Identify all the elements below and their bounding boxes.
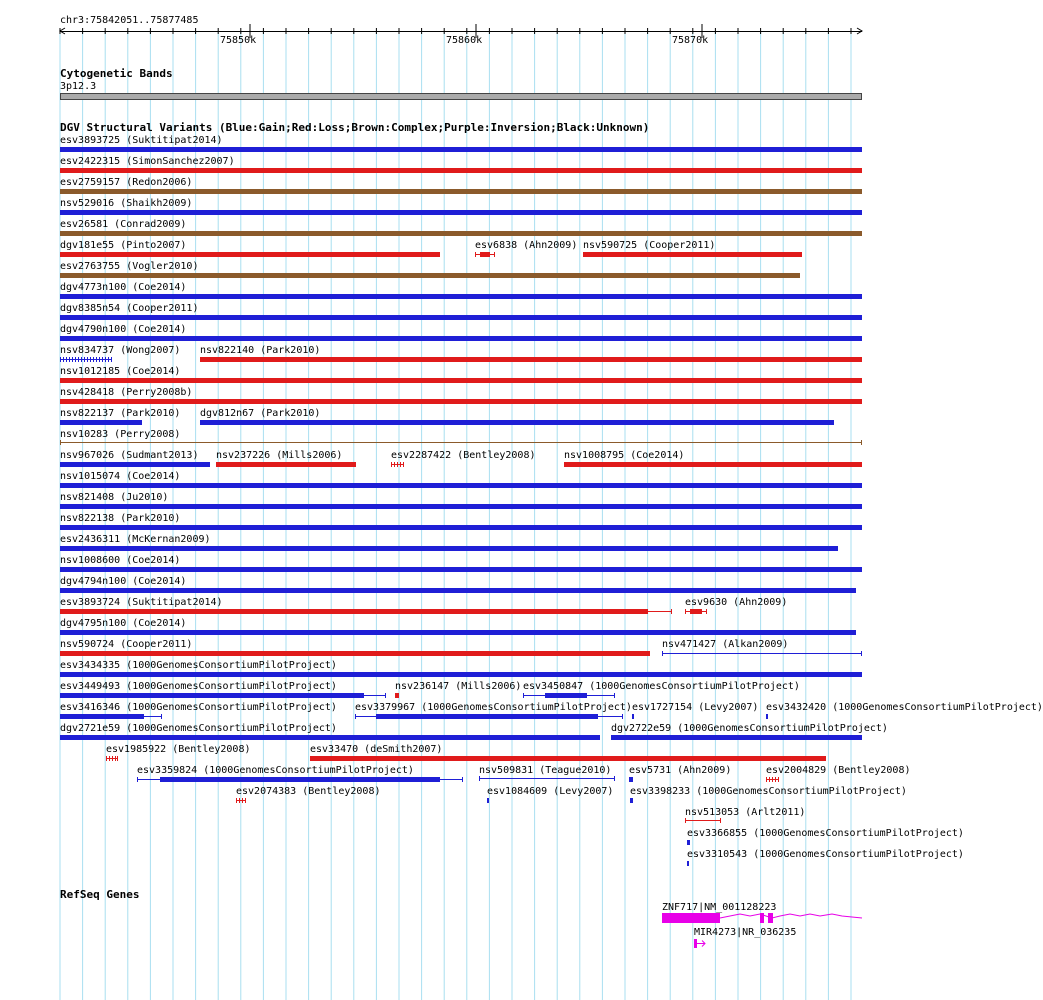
variant-end-tick — [90, 357, 91, 362]
variant-label[interactable]: esv3450847 (1000GenomesConsortiumPilotProject) — [523, 681, 800, 692]
variant-label[interactable]: esv26581 (Conrad2009) — [60, 219, 187, 230]
variant-label[interactable]: nsv10283 (Perry2008) — [60, 429, 181, 440]
variant-bar[interactable] — [629, 777, 633, 782]
variant-label[interactable]: esv6838 (Ahn2009) — [475, 240, 578, 251]
variant-end-tick — [112, 756, 113, 761]
variant-label[interactable]: nsv1008795 (Coe2014) — [564, 450, 685, 461]
variant-bar[interactable] — [60, 147, 862, 152]
variant-bar[interactable] — [545, 693, 587, 698]
variant-label[interactable]: dgv4795n100 (Coe2014) — [60, 618, 187, 629]
variant-label[interactable]: esv3449493 (1000GenomesConsortiumPilotProject) — [60, 681, 337, 692]
variant-label[interactable]: esv5731 (Ahn2009) — [629, 765, 732, 776]
variant-label[interactable]: esv9630 (Ahn2009) — [685, 597, 788, 608]
variant-label[interactable]: nsv821408 (Ju2010) — [60, 492, 169, 503]
variant-label[interactable]: esv3398233 (1000GenomesConsortiumPilotProject) — [630, 786, 907, 797]
variant-end-tick — [93, 357, 94, 362]
variant-end-tick — [245, 798, 246, 803]
variant-bar[interactable] — [60, 546, 838, 551]
variant-label[interactable]: nsv967026 (Sudmant2013) — [60, 450, 199, 461]
variant-label[interactable]: esv2074383 (Bentley2008) — [236, 786, 381, 797]
variant-end-tick — [87, 357, 88, 362]
gene-label[interactable]: ZNF717|NM_001128223 — [662, 902, 777, 913]
variant-bar[interactable] — [685, 820, 721, 821]
variant-end-tick — [81, 357, 82, 362]
variant-label[interactable]: dgv2722e59 (1000GenomesConsortiumPilotProject) — [611, 723, 888, 734]
variant-end-tick — [115, 756, 116, 761]
variant-end-tick — [685, 818, 686, 823]
variant-end-tick — [84, 357, 85, 362]
variant-label[interactable]: nsv237226 (Mills2006) — [216, 450, 343, 461]
variant-end-tick — [394, 462, 395, 467]
variant-bar[interactable] — [60, 651, 650, 656]
gene-intron-line — [720, 911, 862, 925]
variant-end-tick — [355, 714, 356, 719]
cytoband-label: 3p12.3 — [60, 81, 97, 92]
refseq-track-title[interactable]: RefSeq Genes — [60, 888, 140, 901]
variant-bar[interactable] — [60, 567, 862, 572]
variant-label[interactable]: dgv4794n100 (Coe2014) — [60, 576, 187, 587]
variant-bar[interactable] — [60, 273, 800, 278]
variant-bar[interactable] — [160, 777, 440, 782]
variant-label[interactable]: esv3432420 (1000GenomesConsortiumPilotProject) — [766, 702, 1043, 713]
variant-bar[interactable] — [687, 861, 689, 866]
variant-bar[interactable] — [60, 588, 856, 593]
variant-label[interactable]: esv33470 (deSmith2007) — [310, 744, 443, 755]
variant-end-tick — [66, 357, 67, 362]
variant-end-tick — [775, 777, 776, 782]
variant-label[interactable]: esv2004829 (Bentley2008) — [766, 765, 911, 776]
variant-bar[interactable] — [60, 525, 862, 530]
ruler-tick-label: 75850k — [220, 35, 257, 46]
variant-bar[interactable] — [60, 210, 862, 215]
variant-end-tick — [479, 776, 480, 781]
variant-bar[interactable] — [60, 630, 856, 635]
variant-end-tick — [60, 357, 61, 362]
variant-bar[interactable] — [611, 735, 862, 740]
variant-label[interactable]: esv3310543 (1000GenomesConsortiumPilotProject) — [687, 849, 964, 860]
variant-end-tick — [96, 357, 97, 362]
variant-bar[interactable] — [60, 714, 144, 719]
variant-label[interactable]: esv3379967 (1000GenomesConsortiumPilotProject) — [355, 702, 632, 713]
ruler-tick-label: 75860k — [446, 35, 483, 46]
variant-end-tick — [861, 440, 862, 445]
variant-end-tick — [397, 462, 398, 467]
variant-label[interactable]: nsv1008600 (Coe2014) — [60, 555, 181, 566]
variant-bar[interactable] — [60, 231, 862, 236]
variant-label[interactable]: nsv513053 (Arlt2011) — [685, 807, 806, 818]
variant-label[interactable]: dgv2721e59 (1000GenomesConsortiumPilotProject) — [60, 723, 337, 734]
variant-end-tick — [778, 777, 779, 782]
variant-bar[interactable] — [60, 483, 862, 488]
variant-label[interactable]: esv3359824 (1000GenomesConsortiumPilotProject) — [137, 765, 414, 776]
variant-end-tick — [475, 252, 476, 257]
cytoband-bar[interactable] — [60, 93, 862, 100]
variant-label[interactable]: nsv529016 (Shaikh2009) — [60, 198, 193, 209]
variant-end-tick — [102, 357, 103, 362]
variant-end-tick — [769, 777, 770, 782]
variant-bar[interactable] — [310, 756, 826, 761]
variant-label[interactable]: esv2436311 (McKernan2009) — [60, 534, 211, 545]
variant-end-tick — [494, 252, 495, 257]
ruler-line — [60, 31, 862, 32]
variant-bar[interactable] — [200, 357, 862, 362]
variant-label[interactable]: nsv236147 (Mills2006) — [395, 681, 522, 692]
variant-label[interactable]: esv2422315 (SimonSanchez2007) — [60, 156, 235, 167]
variant-end-tick — [69, 357, 70, 362]
variant-label[interactable]: nsv590725 (Cooper2011) — [583, 240, 716, 251]
variant-end-tick — [772, 777, 773, 782]
variant-end-tick — [239, 798, 240, 803]
variant-bar[interactable] — [687, 840, 690, 845]
variant-end-tick — [861, 651, 862, 656]
variant-label[interactable]: esv2287422 (Bentley2008) — [391, 450, 536, 461]
variant-bar[interactable] — [630, 798, 633, 803]
variant-bar[interactable] — [60, 420, 142, 425]
variant-label[interactable]: dgv181e55 (Pinto2007) — [60, 240, 187, 251]
variant-bar[interactable] — [376, 714, 598, 719]
variant-bar[interactable] — [216, 462, 356, 467]
cytoband-track-title[interactable]: Cytogenetic Bands — [60, 67, 173, 80]
variant-bar[interactable] — [60, 399, 862, 404]
variant-end-tick — [137, 777, 138, 782]
variant-end-tick — [63, 357, 64, 362]
variant-bar[interactable] — [60, 315, 862, 320]
variant-end-tick — [766, 777, 767, 782]
variant-bar[interactable] — [583, 252, 802, 257]
variant-label[interactable]: nsv822140 (Park2010) — [200, 345, 321, 356]
variant-bar[interactable] — [60, 294, 862, 299]
variant-end-tick — [242, 798, 243, 803]
dgv-track-title[interactable]: DGV Structural Variants (Blue:Gain;Red:Loss;Brown:Complex;Purple:Inversion;Black:Unknown) — [60, 121, 650, 134]
variant-label[interactable]: esv2759157 (Redon2006) — [60, 177, 193, 188]
variant-label[interactable]: esv3434335 (1000GenomesConsortiumPilotProject) — [60, 660, 337, 671]
variant-end-tick — [236, 798, 237, 803]
variant-label[interactable]: nsv822137 (Park2010) — [60, 408, 181, 419]
variant-label[interactable]: nsv1015074 (Coe2014) — [60, 471, 181, 482]
variant-end-tick — [523, 693, 524, 698]
variant-end-tick — [671, 609, 672, 614]
variant-label[interactable]: esv1727154 (Levy2007) — [632, 702, 759, 713]
variant-label[interactable]: nsv822138 (Park2010) — [60, 513, 181, 524]
ruler-tick-label: 75870k — [672, 35, 709, 46]
variant-end-tick — [685, 609, 686, 614]
variant-label[interactable]: esv3366855 (1000GenomesConsortiumPilotProject) — [687, 828, 964, 839]
variant-bar[interactable] — [60, 189, 862, 194]
variant-bar[interactable] — [60, 693, 364, 698]
variant-end-tick — [403, 462, 404, 467]
variant-label[interactable]: esv1985922 (Bentley2008) — [106, 744, 251, 755]
variant-label[interactable]: dgv8385n54 (Cooper2011) — [60, 303, 199, 314]
variant-label[interactable]: nsv590724 (Cooper2011) — [60, 639, 193, 650]
variant-label[interactable]: nsv428418 (Perry2008b) — [60, 387, 193, 398]
variant-bar[interactable] — [60, 672, 862, 677]
variant-bar[interactable] — [200, 420, 834, 425]
variant-end-tick — [662, 651, 663, 656]
ruler-location: chr3:75842051..75877485 — [60, 15, 199, 26]
variant-end-tick — [72, 357, 73, 362]
variant-end-tick — [462, 777, 463, 782]
gene-label[interactable]: MIR4273|NR_036235 — [694, 927, 797, 938]
variant-end-tick — [108, 357, 109, 362]
gene-exon[interactable] — [662, 913, 720, 923]
variant-end-tick — [614, 693, 615, 698]
variant-label[interactable]: nsv471427 (Alkan2009) — [662, 639, 789, 650]
variant-bar[interactable] — [60, 462, 210, 467]
variant-bar[interactable] — [60, 252, 440, 257]
variant-end-tick — [161, 714, 162, 719]
variant-label[interactable]: dgv4773n100 (Coe2014) — [60, 282, 187, 293]
variant-end-tick — [105, 357, 106, 362]
variant-bar[interactable] — [60, 609, 648, 614]
variant-end-tick — [391, 462, 392, 467]
variant-label[interactable]: dgv812n67 (Park2010) — [200, 408, 321, 419]
variant-end-tick — [400, 462, 401, 467]
variant-bar[interactable] — [60, 378, 862, 383]
variant-bar[interactable] — [60, 504, 862, 509]
variant-label[interactable]: nsv1012185 (Coe2014) — [60, 366, 181, 377]
variant-end-tick — [720, 818, 721, 823]
variant-bar[interactable] — [395, 693, 399, 698]
variant-bar[interactable] — [690, 609, 702, 614]
variant-label[interactable]: nsv509831 (Teague2010) — [479, 765, 612, 776]
strand-arrow-icon — [697, 939, 709, 948]
variant-end-tick — [60, 440, 61, 445]
variant-label[interactable]: esv3893724 (Suktitipat2014) — [60, 597, 223, 608]
variant-bar[interactable] — [662, 653, 862, 654]
variant-end-tick — [614, 776, 615, 781]
variant-end-tick — [75, 357, 76, 362]
variant-label[interactable]: esv3893725 (Suktitipat2014) — [60, 135, 223, 146]
variant-end-tick — [385, 693, 386, 698]
variant-bar[interactable] — [479, 778, 615, 779]
variant-label[interactable]: esv3416346 (1000GenomesConsortiumPilotProject) — [60, 702, 337, 713]
variant-end-tick — [706, 609, 707, 614]
variant-bar[interactable] — [60, 168, 862, 173]
variant-bar[interactable] — [60, 442, 862, 443]
variant-label[interactable]: dgv4790n100 (Coe2014) — [60, 324, 187, 335]
variant-end-tick — [622, 714, 623, 719]
variant-bar[interactable] — [632, 714, 634, 719]
variant-end-tick — [78, 357, 79, 362]
variant-label[interactable]: nsv834737 (Wong2007) — [60, 345, 181, 356]
variant-bar[interactable] — [766, 714, 768, 719]
variant-end-tick — [106, 756, 107, 761]
variant-bar[interactable] — [564, 462, 862, 467]
variant-bar[interactable] — [60, 336, 862, 341]
variant-bar[interactable] — [60, 735, 600, 740]
variant-end-tick — [111, 357, 112, 362]
variant-bar[interactable] — [487, 798, 489, 803]
variant-end-tick — [109, 756, 110, 761]
variant-end-tick — [117, 756, 118, 761]
variant-bar[interactable] — [480, 252, 490, 257]
variant-label[interactable]: esv2763755 (Vogler2010) — [60, 261, 199, 272]
variant-label[interactable]: esv1084609 (Levy2007) — [487, 786, 614, 797]
variant-end-tick — [99, 357, 100, 362]
